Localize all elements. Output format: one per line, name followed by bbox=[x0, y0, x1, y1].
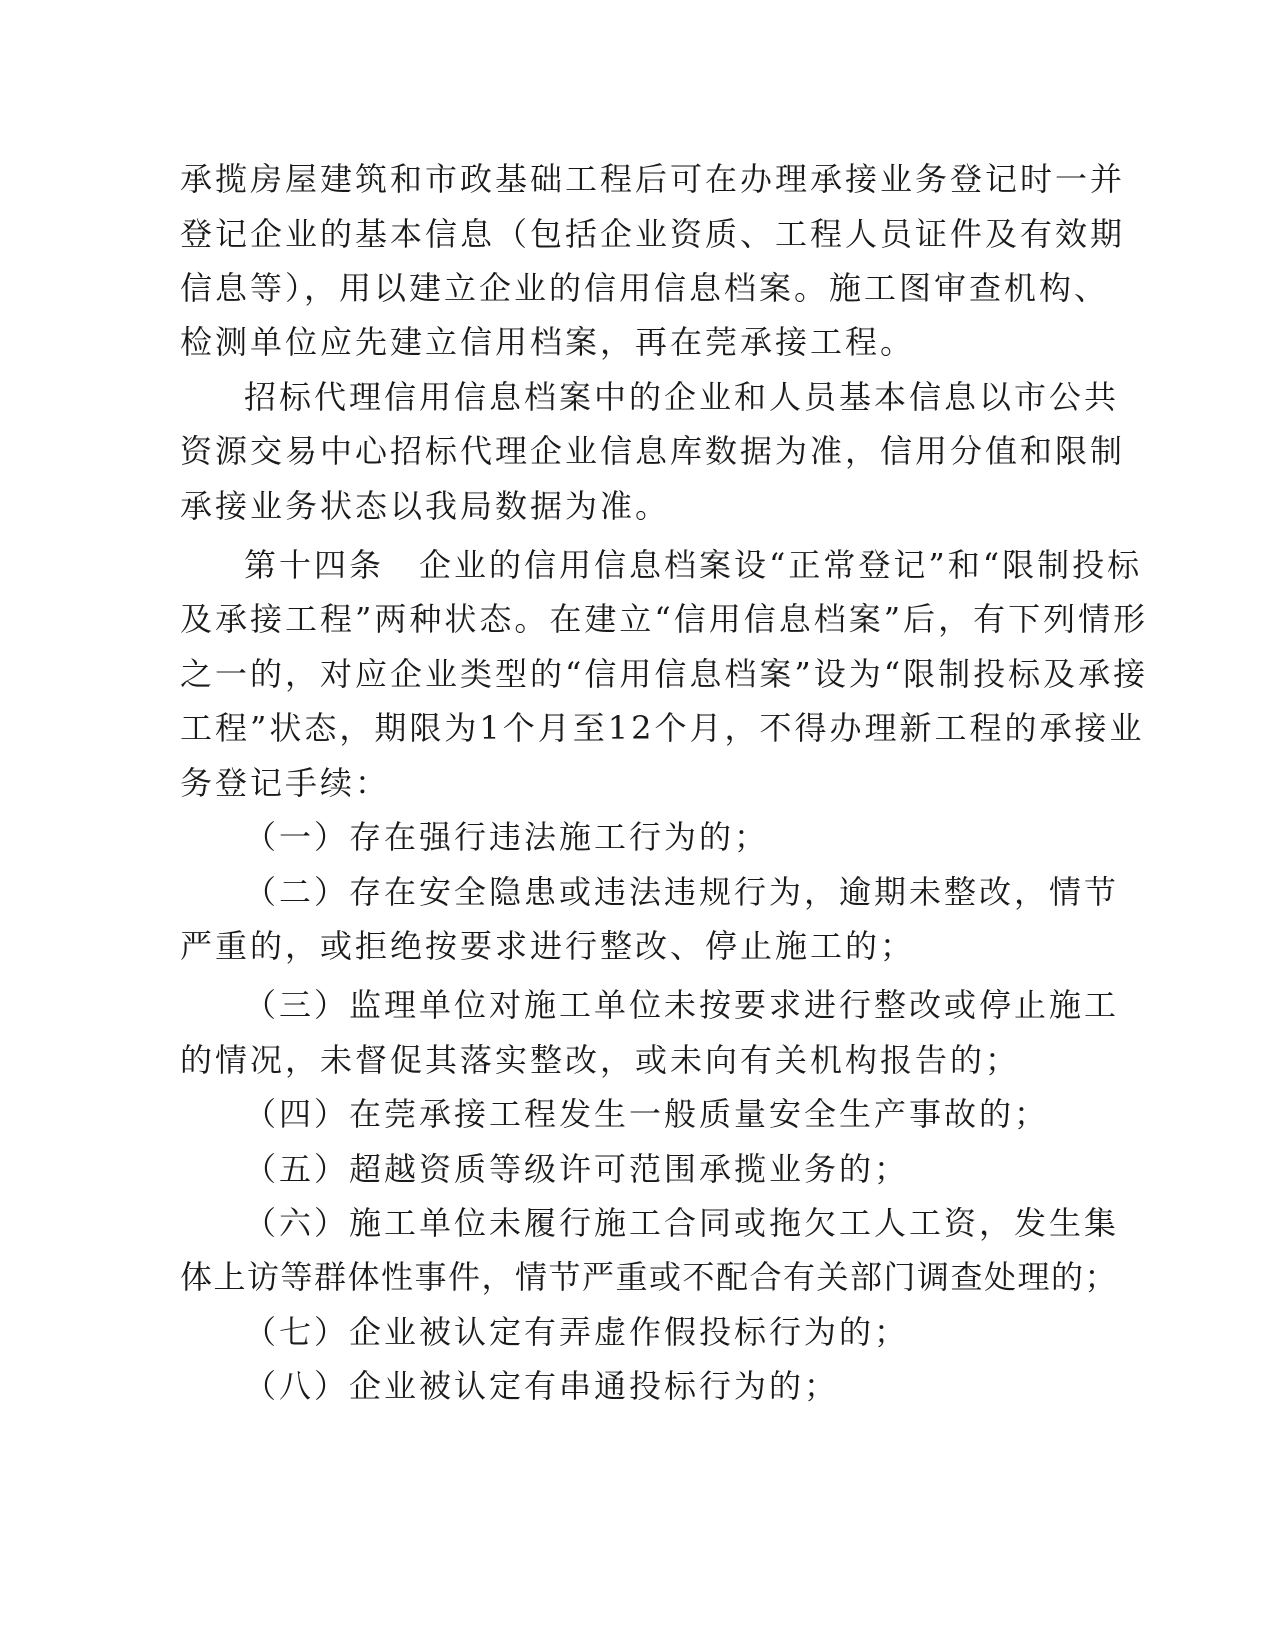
list-item-line: （八）企业被认定有串通投标行为的； bbox=[244, 1367, 840, 1405]
text-line: 体上访等群体性事件，情节严重或不配合有关部门调查处理的； bbox=[180, 1258, 1119, 1296]
text-line: 登记企业的基本信息（包括企业资质、工程人员证件及有效期 bbox=[180, 215, 1126, 253]
text-line: 的情况，未督促其落实整改，或未向有关机构报告的； bbox=[180, 1041, 1021, 1079]
text-line: 招标代理信用信息档案中的企业和人员基本信息以市公共 bbox=[244, 378, 1120, 416]
text-line: 务登记手续： bbox=[180, 764, 391, 802]
text-line: 承揽房屋建筑和市政基础工程后可在办理承接业务登记时一并 bbox=[180, 160, 1126, 198]
text-line: 严重的，或拒绝按要求进行整改、停止施工的； bbox=[180, 927, 916, 965]
list-item-line: （七）企业被认定有弄虚作假投标行为的； bbox=[244, 1313, 910, 1351]
list-item-line: （一）存在强行违法施工行为的； bbox=[244, 818, 770, 856]
list-item-line: （二）存在安全隐患或违法违规行为，逾期未整改，情节 bbox=[244, 873, 1120, 911]
text-line: 资源交易中心招标代理企业信息库数据为准，信用分值和限制 bbox=[180, 432, 1126, 470]
list-item-line: （五）超越资质等级许可范围承揽业务的； bbox=[244, 1150, 910, 1188]
list-item-line: （三）监理单位对施工单位未按要求进行整改或停止施工 bbox=[244, 986, 1120, 1024]
text-line: 信息等），用以建立企业的信用信息档案。施工图审查机构、 bbox=[180, 269, 1110, 307]
list-item-line: （六）施工单位未履行施工合同或拖欠工人工资，发生集 bbox=[244, 1204, 1120, 1242]
article-heading-line: 第十四条 企业的信用信息档案设“正常登记”和“限制投标 bbox=[244, 546, 1143, 584]
text-line: 之一的，对应企业类型的“信用信息档案”设为“限制投标及承接 bbox=[180, 655, 1149, 693]
list-item-line: （四）在莞承接工程发生一般质量安全生产事故的； bbox=[244, 1095, 1050, 1133]
text-line: 及承接工程”两种状态。在建立“信用信息档案”后，有下列情形 bbox=[180, 600, 1149, 638]
text-line: 承接业务状态以我局数据为准。 bbox=[180, 487, 671, 525]
text-line: 检测单位应先建立信用档案，再在莞承接工程。 bbox=[180, 323, 916, 361]
text-line: 工程”状态，期限为1个月至12个月，不得办理新工程的承接业 bbox=[180, 709, 1145, 747]
